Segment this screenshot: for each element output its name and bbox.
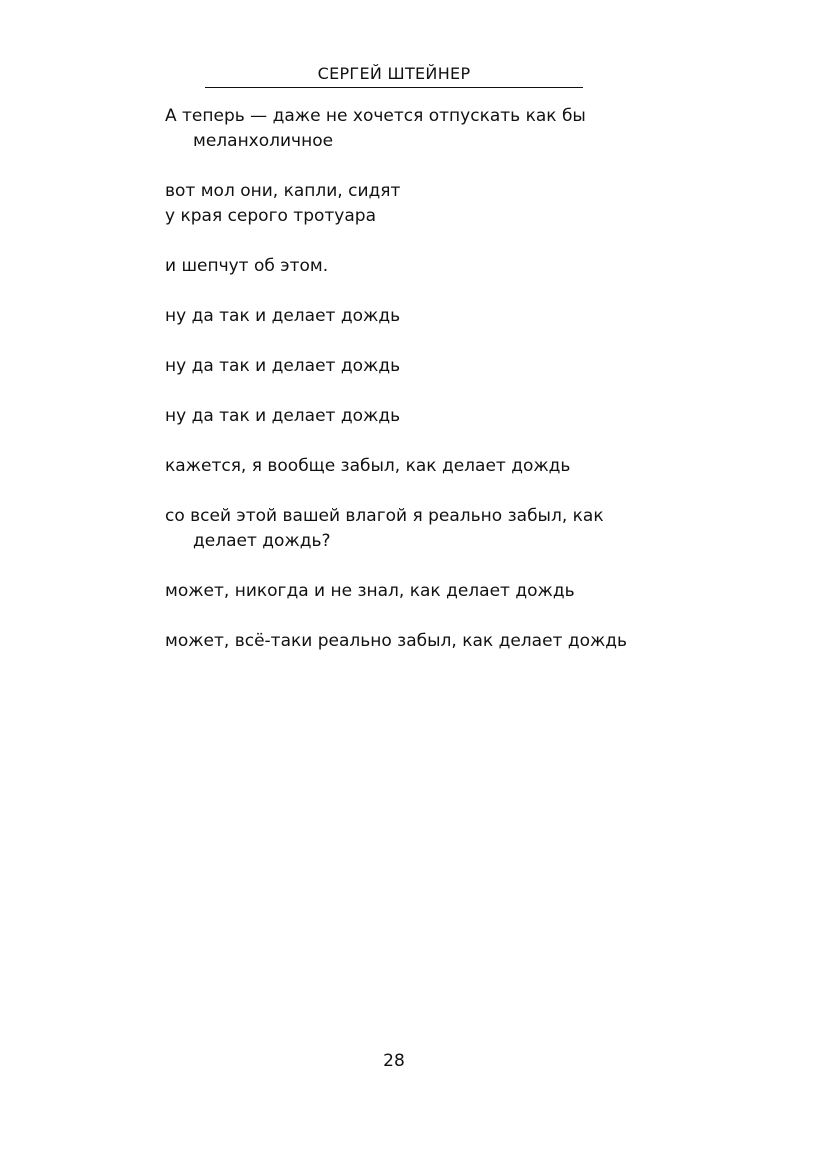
stanza [165, 179, 635, 229]
stanza [165, 104, 635, 154]
stanza [165, 354, 635, 379]
poem-line: вот мол они, капли, сидят [165, 181, 401, 201]
stanza [165, 579, 635, 604]
stanza [165, 404, 635, 429]
page-number: 28 [383, 1051, 405, 1071]
poem-body [165, 104, 635, 679]
header-rule [205, 87, 583, 88]
poem-line: ну да так и делает дождь [165, 306, 401, 326]
stanza [165, 629, 635, 654]
poem-line: может, никогда и не знал, как делает дождь [165, 581, 575, 601]
poem-line: у края серого тротуара [165, 206, 376, 226]
poem-line: ну да так и делает дождь [165, 356, 401, 376]
stanza [165, 304, 635, 329]
poem-line: может, всё-таки реально забыл, как делает дождь [165, 631, 628, 651]
stanza [165, 504, 635, 554]
running-head-author: СЕРГЕЙ ШТЕЙНЕР [317, 64, 471, 83]
poem-line: со всей этой вашей влагой я реально забыл, как делает дождь? [165, 506, 604, 551]
poem-line: А теперь — даже не хочется отпускать как бы меланхоличное [165, 106, 586, 151]
poem-line: кажется, я вообще забыл, как делает дождь [165, 456, 571, 476]
stanza [165, 454, 635, 479]
stanza [165, 254, 635, 279]
poem-line: и шепчут об этом. [165, 256, 329, 276]
poem-line: ну да так и делает дождь [165, 406, 401, 426]
